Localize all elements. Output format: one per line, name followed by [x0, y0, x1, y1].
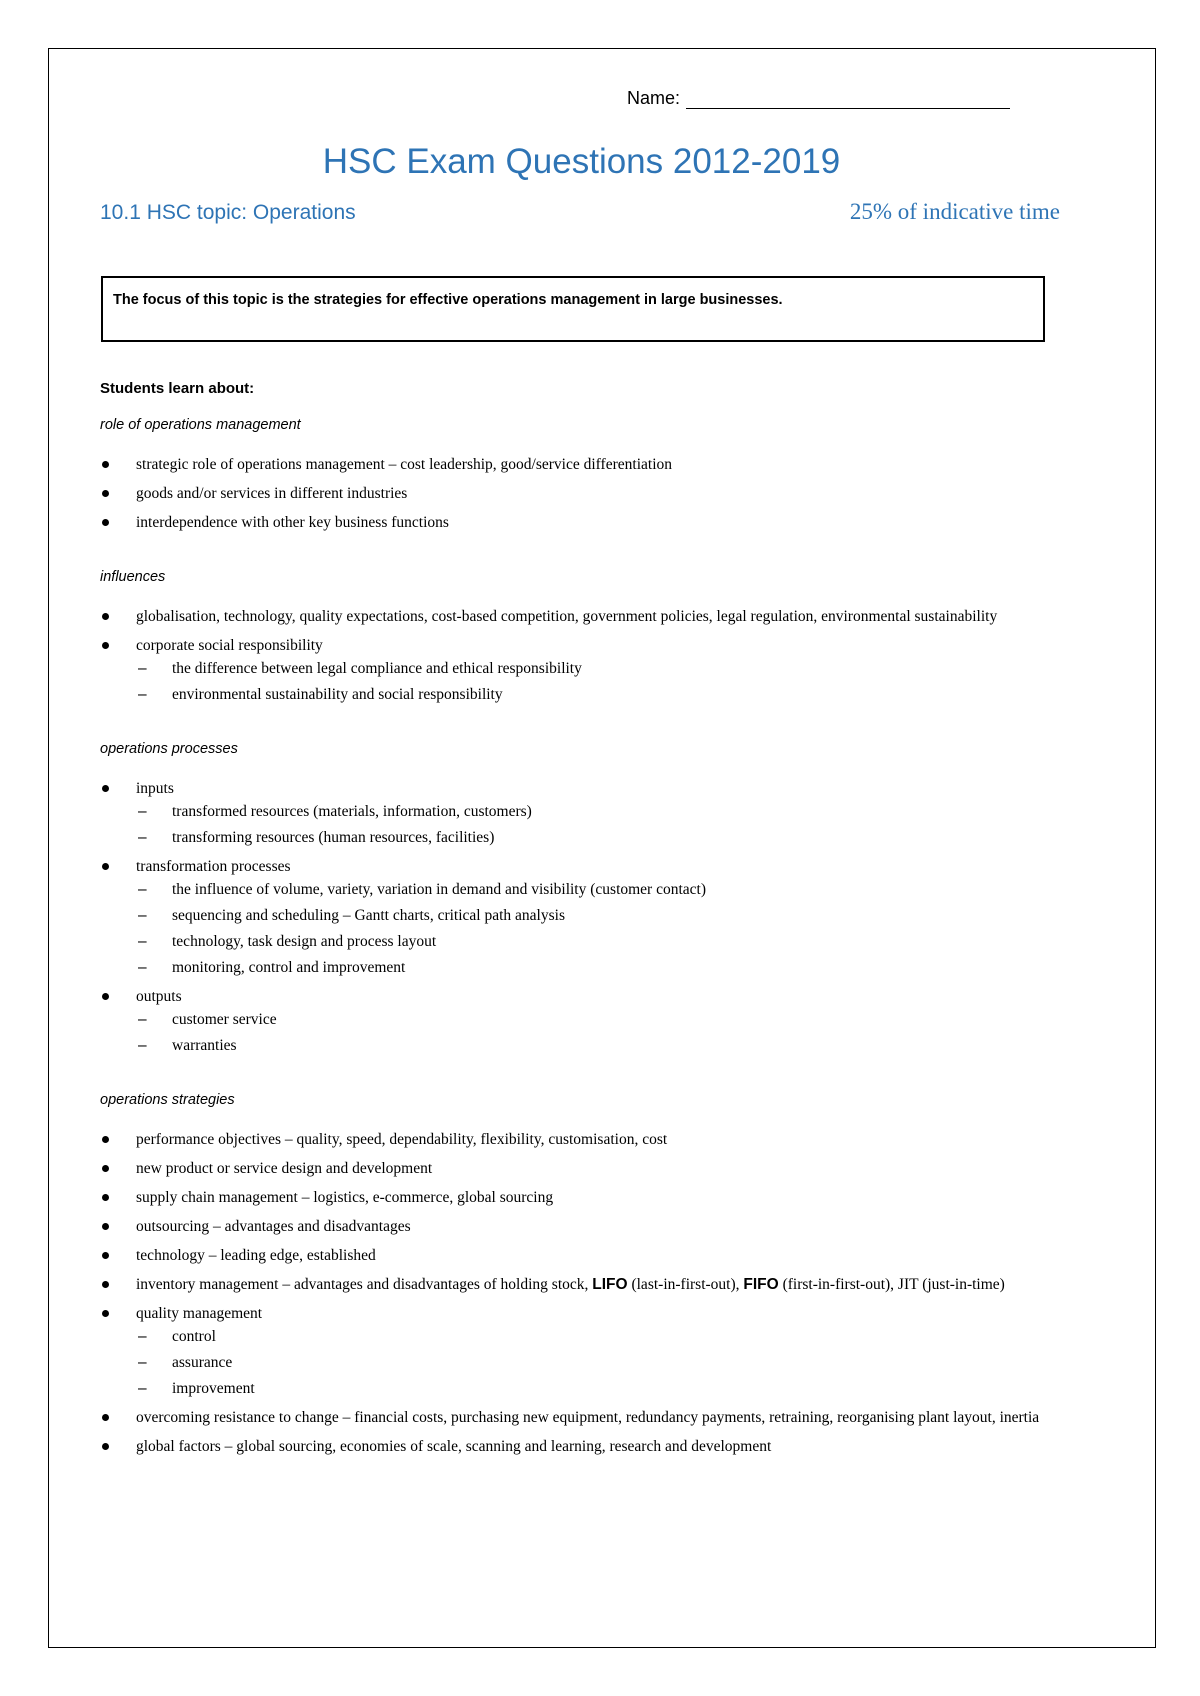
list-item: global factors – global sourcing, economies of scale, scanning and learning, research and development [100, 1437, 1060, 1457]
sub-list-item: – transformed resources (materials, information, customers) [138, 803, 532, 820]
bullet-icon [102, 1136, 109, 1143]
dash-icon: – [138, 829, 147, 846]
focus-text: The focus of this topic is the strategies for effective operations management in large businesses. [113, 292, 783, 308]
list-item: outsourcing – advantages and disadvantages [100, 1217, 1060, 1237]
sub-list-item: – the influence of volume, variety, variation in demand and visibility (customer contact) [138, 881, 707, 898]
bullet-icon [102, 1414, 109, 1421]
list-item: interdependence with other key business functions [100, 513, 1060, 533]
list-item: strategic role of operations management – cost leadership, good/service differentiation [100, 455, 1060, 475]
bullet-icon [102, 1252, 109, 1259]
list-item: globalisation, technology, quality expectations, cost-based competition, government policies, legal regulation, environmental sustainability [100, 607, 1060, 627]
dash-icon: – [138, 1011, 147, 1028]
list-item: outputs – customer service – warranties [100, 987, 1060, 1056]
dash-icon: – [138, 803, 147, 820]
bullet-icon [102, 1223, 109, 1230]
bullet-icon [102, 613, 109, 620]
name-blank-line[interactable] [686, 90, 1010, 109]
dash-icon: – [138, 660, 147, 677]
learn-heading: Students learn about: [100, 380, 255, 397]
sub-list-item: – technology, task design and process layout [138, 933, 437, 950]
section-title: operations processes [100, 741, 238, 757]
dash-icon: – [138, 881, 147, 898]
list-item: goods and/or services in different industries [100, 484, 1060, 504]
bullet-icon [102, 519, 109, 526]
list-item: technology – leading edge, established [100, 1246, 1060, 1266]
section-processes [100, 741, 1060, 1056]
bullet-icon [102, 490, 109, 497]
topic-heading: 10.1 HSC topic: Operations [100, 201, 356, 224]
section-title: operations strategies [100, 1092, 235, 1108]
section-strategies [100, 1092, 1060, 1457]
bullet-icon [102, 461, 109, 468]
syllabus-content [100, 380, 1060, 1466]
bullet-icon [102, 1194, 109, 1201]
sub-list-item: – customer service [138, 1011, 277, 1028]
name-label: Name: [627, 88, 681, 108]
list-item-inventory: inventory management – advantages and disadvantages of holding stock, LIFO (last-in-first-out), FIFO (first-in-first-out), JIT (just-in-time) [100, 1275, 1060, 1295]
sub-list-item: – monitoring, control and improvement [138, 959, 406, 976]
dash-icon: – [138, 686, 147, 703]
list-item: inputs – transformed resources (materials, information, customers) – transforming resources (human resources, facilities) [100, 779, 1060, 848]
list-item: overcoming resistance to change – financial costs, purchasing new equipment, redundancy payments, retraining, reorganising plant layout, inertia [100, 1408, 1060, 1428]
sub-list-item: – assurance [138, 1354, 233, 1371]
bullet-icon [102, 642, 109, 649]
sub-list-item: – the difference between legal compliance and ethical responsibility [138, 660, 582, 677]
bullet-icon [102, 1281, 109, 1288]
list-item: new product or service design and development [100, 1159, 1060, 1179]
dash-icon: – [138, 1037, 147, 1054]
bullet-icon [102, 863, 109, 870]
section-title: role of operations management [100, 417, 301, 433]
focus-box [101, 276, 1045, 342]
page-title: HSC Exam Questions 2012-2019 [322, 142, 841, 181]
sub-list-item: – improvement [138, 1380, 255, 1397]
sub-list-item: – transforming resources (human resources, facilities) [138, 829, 495, 846]
section-title: influences [100, 569, 166, 585]
bullet-icon [102, 993, 109, 1000]
dash-icon: – [138, 959, 147, 976]
bullet-icon [102, 1443, 109, 1450]
bullet-icon [102, 785, 109, 792]
section-role [100, 417, 1060, 533]
list-item: quality management – control – assurance – improvement [100, 1304, 1060, 1399]
dash-icon: – [138, 933, 147, 950]
dash-icon: – [138, 1328, 147, 1345]
sub-list-item: – sequencing and scheduling – Gantt charts, critical path analysis [138, 907, 565, 924]
dash-icon: – [138, 907, 147, 924]
dash-icon: – [138, 1354, 147, 1371]
list-item: performance objectives – quality, speed, dependability, flexibility, customisation, cost [100, 1130, 1060, 1150]
bullet-icon [102, 1310, 109, 1317]
section-influences [100, 569, 1060, 705]
sub-list-item: – warranties [138, 1037, 237, 1054]
name-field[interactable] [627, 88, 1010, 109]
bullet-icon [102, 1165, 109, 1172]
list-item: supply chain management – logistics, e-commerce, global sourcing [100, 1188, 1060, 1208]
dash-icon: – [138, 1380, 147, 1397]
list-item: corporate social responsibility – the difference between legal compliance and ethical responsibility – environmental sustainability and social responsibility [100, 636, 1060, 705]
sub-list-item: – control [138, 1328, 216, 1345]
list-item: transformation processes – the influence of volume, variety, variation in demand and visibility (customer contact) – sequencing and scheduling – Gantt charts, critical path analysis – technology, task design and process layout – monitoring, control and improvement [100, 857, 1060, 978]
sub-list-item: – environmental sustainability and social responsibility [138, 686, 503, 703]
indicative-time: 25% of indicative time [849, 199, 1060, 224]
